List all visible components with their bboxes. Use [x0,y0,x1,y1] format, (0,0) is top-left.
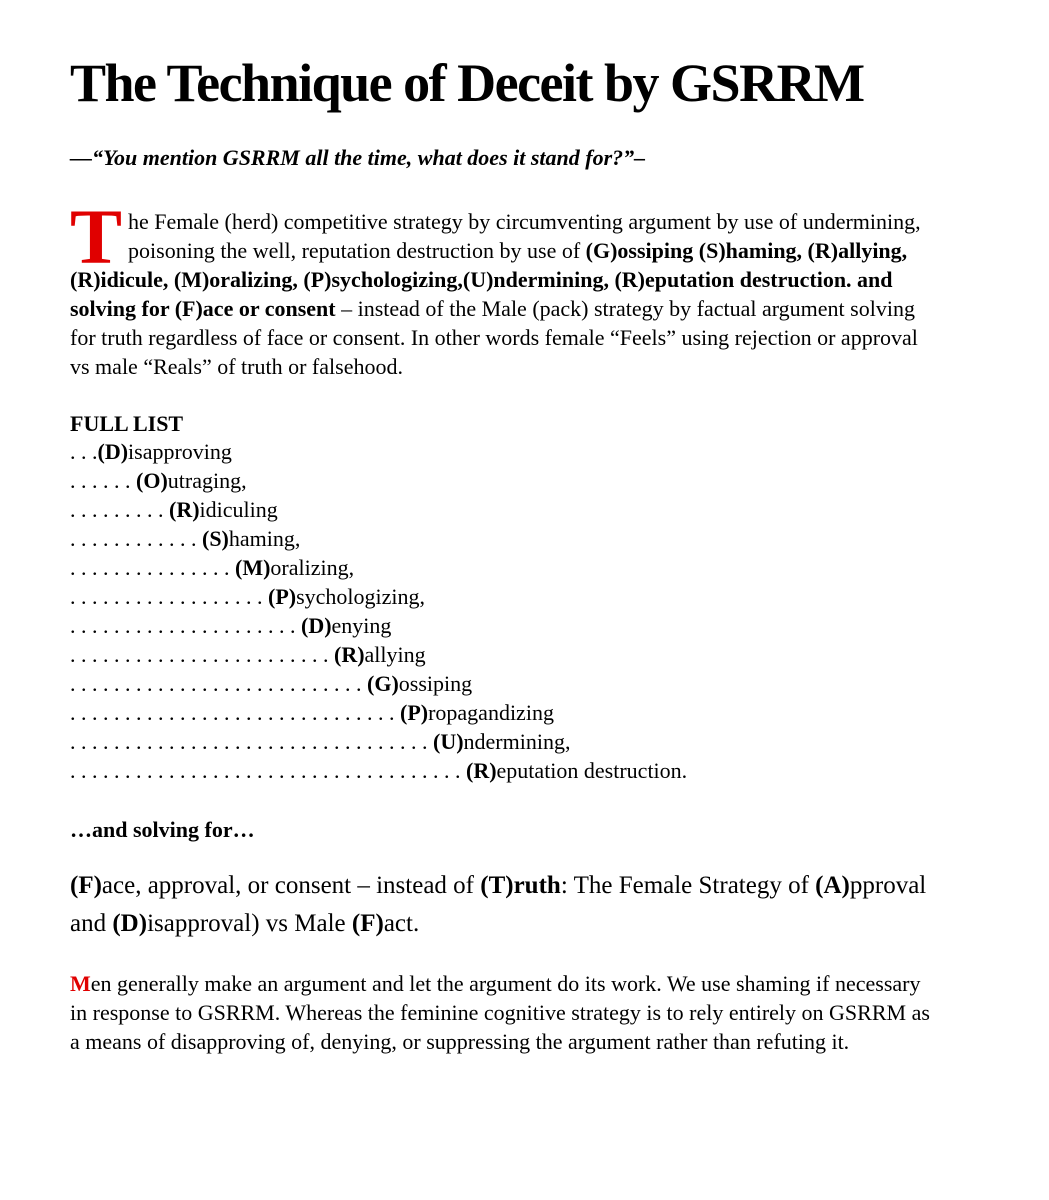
list-initial-letter: (M) [235,555,271,581]
text-segment: (F) [351,910,384,938]
list-initial-letter: (S) [202,526,229,552]
text-segment: (A) [815,872,850,900]
full-list-items [70,437,939,785]
list-initial-letter: (P) [400,700,429,726]
dot-leader: . . . . . . . . . . . . . . . . . . . . . . . . . . . . . . . . . [70,729,433,755]
dot-leader: . . . . . . . . . . . . . . . . . . . . . [70,613,301,639]
closing-paragraph [70,969,939,1056]
intro-paragraph [70,193,939,381]
text-segment: – instead of the Male (pack) strategy by factual argument solving for truth regardless of face or consent. In other words female “Feels” using rejection or approval vs male “Reals” of truth or falsehood. [70,296,918,380]
dot-leader: . . . . . . . . . . . . . . . . . . . . . . . . . . . . . . . . . . . . [70,758,466,784]
list-word-rest: allying [364,642,426,668]
list-word-rest: ropagandizing [428,700,554,726]
list-word-rest: sychologizing, [296,584,426,610]
dot-leader: . . . . . . . . . . . . . . . . . . . . . . . . . . . [70,671,367,697]
full-list-item [70,495,939,524]
full-list-item [70,727,939,756]
quote-line: —“You mention GSRRM all the time, what does it stand for?”– [70,145,646,171]
list-initial-letter: (O) [136,468,168,494]
full-list-item [70,756,939,785]
face-paragraph [70,867,939,943]
text-segment: act. [383,910,420,938]
text-segment: : The Female Strategy of [560,872,816,900]
list-word-rest: idiculing [199,497,278,523]
text-segment: en generally make an argument and let the argument do its work. We use shaming if necessary in response to GSRRM. Whereas the feminine cognitive strategy is to rely entirely on GSRRM as a means of disapproving of, denying, or suppressing the argument rather than refuting it. [70,971,930,1055]
full-list-heading: FULL LIST [70,411,184,437]
text-segment: (T)ruth [480,872,561,900]
dot-leader: . . . . . . . . . [70,497,169,523]
solving-for-line: …and solving for… [70,817,255,843]
dot-leader: . . . . . . . . . . . . [70,526,202,552]
text-segment: (G)ossiping (S)haming, (R)allying, (R)idicule, (M)oralizing, (P)sychologizing,(U)ndermining, (R)eputation destruction. and solving for (F)ace or consent [70,238,908,322]
full-list-item [70,640,939,669]
list-word-rest: ossiping [398,671,473,697]
list-word-rest: utraging, [167,468,247,494]
dropcap-letter: T [70,193,123,281]
full-list-item [70,669,939,698]
list-initial-letter: (P) [268,584,297,610]
list-word-rest: ndermining, [463,729,571,755]
text-segment: M [70,971,91,997]
list-initial-letter: (R) [466,758,497,784]
list-word-rest: eputation destruction. [496,758,688,784]
full-list-item [70,437,939,466]
text-segment: ace, approval, or consent – instead of [101,872,481,900]
full-list-item [70,466,939,495]
list-initial-letter: (U) [433,729,464,755]
intro-text [70,193,921,380]
list-word-rest: oralizing, [270,555,355,581]
text-segment: (F) [70,872,102,900]
dot-leader: . . . [70,439,98,465]
text-segment: (D) [112,910,148,938]
dot-leader: . . . . . . . . . . . . . . . . . . [70,584,268,610]
text-segment: he Female (herd) competitive strategy by circumventing argument by use of undermining, poisoning the well, reputation destruction by use of [128,209,921,264]
list-initial-letter: (R) [169,497,200,523]
list-word-rest: isapproving [128,439,232,465]
list-initial-letter: (D) [301,613,332,639]
full-list-item [70,582,939,611]
full-list-item [70,524,939,553]
list-word-rest: haming, [228,526,301,552]
dot-leader: . . . . . . . . . . . . . . . . . . . . . . . . [70,642,334,668]
full-list-item [70,553,939,582]
full-list-section [70,411,939,785]
list-initial-letter: (R) [334,642,365,668]
list-initial-letter: (G) [367,671,399,697]
full-list-item [70,698,939,727]
list-initial-letter: (D) [97,439,129,465]
dot-leader: . . . . . . . . . . . . . . . . . . . . . . . . . . . . . . [70,700,400,726]
page-title: The Technique of Deceit by GSRRM [70,53,864,113]
list-word-rest: enying [331,613,392,639]
text-segment: pproval and [70,872,927,938]
full-list-item [70,611,939,640]
text-segment: isapproval) vs Male [147,910,352,938]
dot-leader: . . . . . . [70,468,136,494]
dot-leader: . . . . . . . . . . . . . . . [70,555,235,581]
